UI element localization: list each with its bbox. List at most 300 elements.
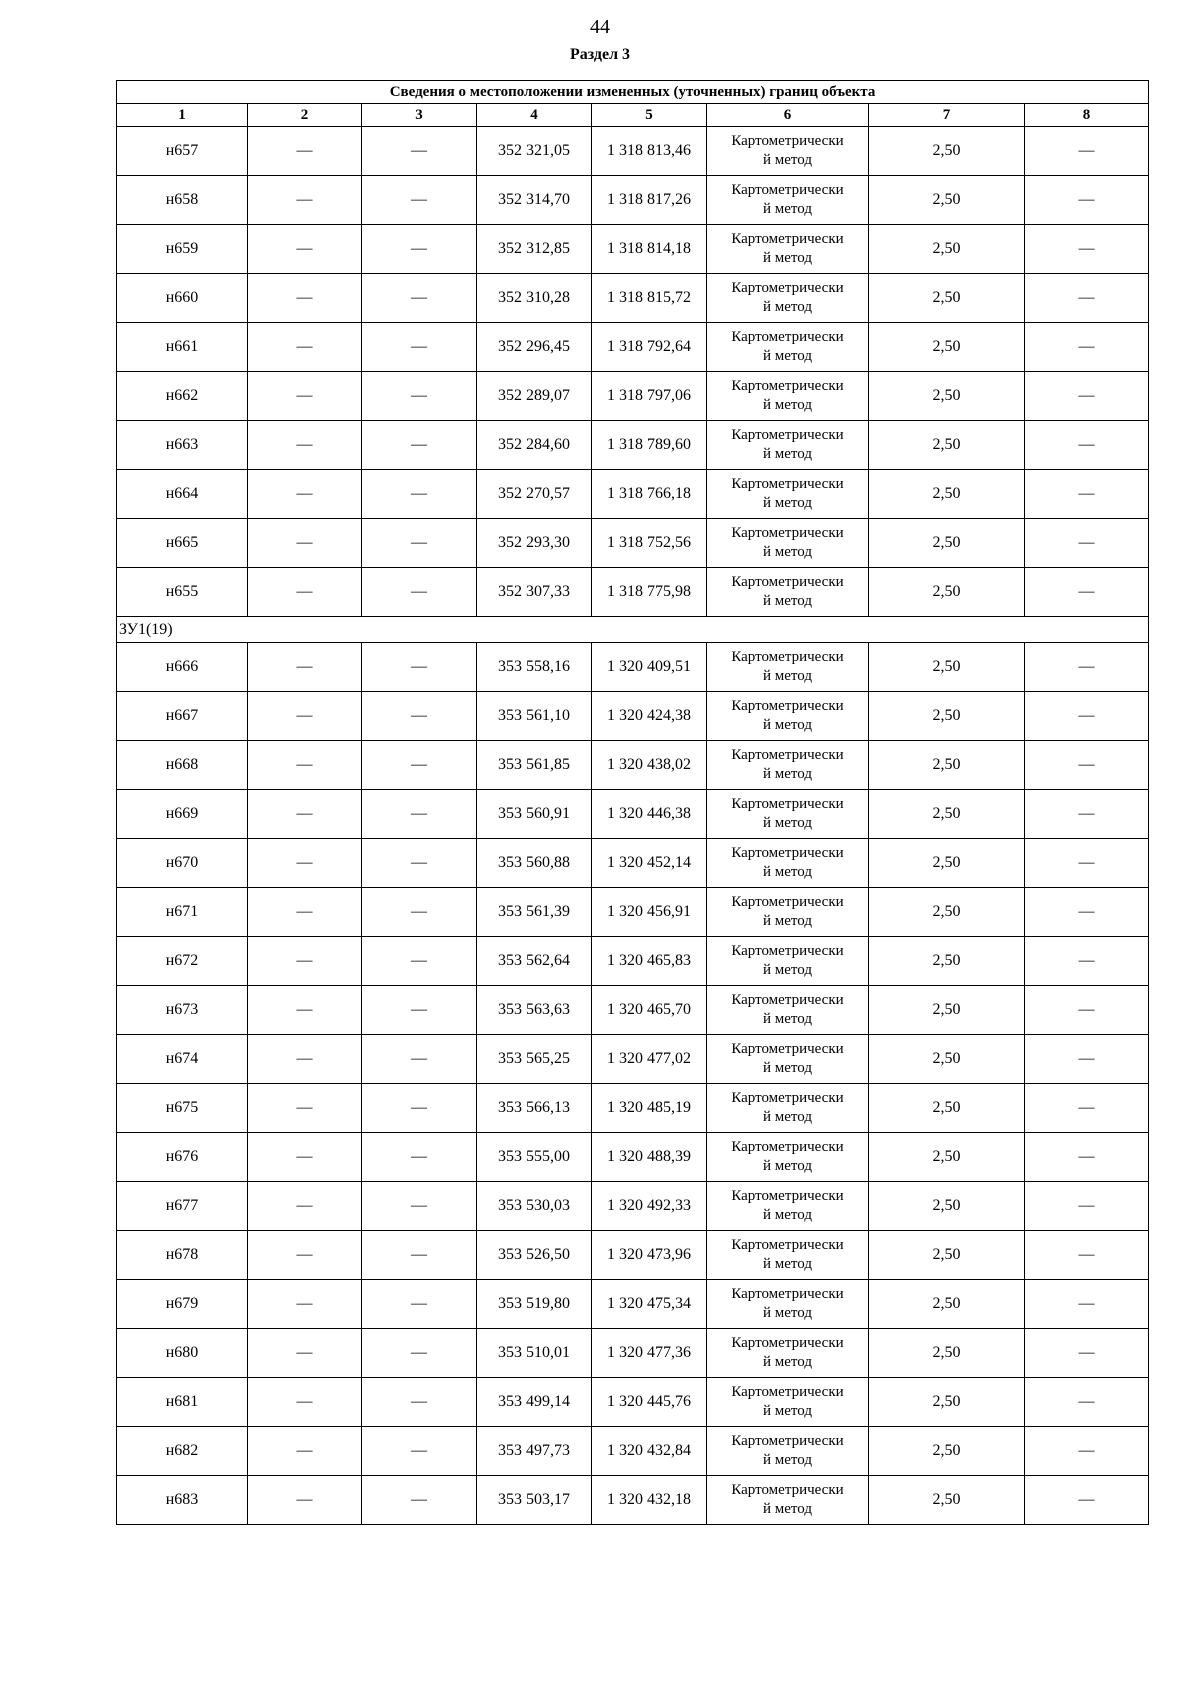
method-cell <box>707 1231 869 1280</box>
table-row <box>117 372 1149 421</box>
col3-cell: — <box>362 519 477 568</box>
col8-cell: — <box>1025 568 1149 617</box>
x-coordinate-cell: 352 307,33 <box>477 568 592 617</box>
x-coordinate-cell: 353 519,80 <box>477 1280 592 1329</box>
y-coordinate-cell: 1 318 766,18 <box>592 470 707 519</box>
point-id-cell: н675 <box>117 1084 248 1133</box>
col2-cell: — <box>248 986 362 1035</box>
method-cell <box>707 225 869 274</box>
point-id-cell: н659 <box>117 225 248 274</box>
col3-cell: — <box>362 372 477 421</box>
col3-cell: — <box>362 937 477 986</box>
point-id-cell: н670 <box>117 839 248 888</box>
table-row <box>117 1133 1149 1182</box>
method-line: й метод <box>763 1452 812 1468</box>
accuracy-cell: 2,50 <box>869 986 1025 1035</box>
table-row <box>117 1329 1149 1378</box>
table-row <box>117 470 1149 519</box>
col3-cell: — <box>362 1378 477 1427</box>
method-line: й метод <box>763 1011 812 1027</box>
y-coordinate-cell: 1 320 465,70 <box>592 986 707 1035</box>
method-cell <box>707 1476 869 1525</box>
method-line: Картометрически <box>731 1139 844 1155</box>
x-coordinate-cell: 352 314,70 <box>477 176 592 225</box>
method-line: й метод <box>763 397 812 413</box>
col3-cell: — <box>362 1035 477 1084</box>
y-coordinate-cell: 1 320 465,83 <box>592 937 707 986</box>
method-cell <box>707 568 869 617</box>
accuracy-cell: 2,50 <box>869 1035 1025 1084</box>
method-cell <box>707 1378 869 1427</box>
y-coordinate-cell: 1 320 438,02 <box>592 741 707 790</box>
col3-cell: — <box>362 692 477 741</box>
col3-cell: — <box>362 986 477 1035</box>
x-coordinate-cell: 352 310,28 <box>477 274 592 323</box>
point-id-cell: н666 <box>117 643 248 692</box>
table-row <box>117 1182 1149 1231</box>
x-coordinate-cell: 353 503,17 <box>477 1476 592 1525</box>
col3-cell: — <box>362 888 477 937</box>
table-row <box>117 888 1149 937</box>
col2-cell: — <box>248 1084 362 1133</box>
y-coordinate-cell: 1 320 432,84 <box>592 1427 707 1476</box>
point-id-cell: н682 <box>117 1427 248 1476</box>
method-line: Картометрически <box>731 747 844 763</box>
table-row <box>117 127 1149 176</box>
y-coordinate-cell: 1 318 775,98 <box>592 568 707 617</box>
point-id-cell: н680 <box>117 1329 248 1378</box>
x-coordinate-cell: 352 321,05 <box>477 127 592 176</box>
col2-cell: — <box>248 937 362 986</box>
method-line: Картометрически <box>731 182 844 198</box>
x-coordinate-cell: 353 558,16 <box>477 643 592 692</box>
table-row <box>117 937 1149 986</box>
col3-cell: — <box>362 225 477 274</box>
method-line: Картометрически <box>731 992 844 1008</box>
col2-cell: — <box>248 323 362 372</box>
col3-cell: — <box>362 323 477 372</box>
y-coordinate-cell: 1 318 789,60 <box>592 421 707 470</box>
accuracy-cell: 2,50 <box>869 421 1025 470</box>
method-line: Картометрически <box>731 1041 844 1057</box>
col8-cell: — <box>1025 790 1149 839</box>
method-line: й метод <box>763 668 812 684</box>
col8-cell: — <box>1025 1084 1149 1133</box>
method-cell <box>707 937 869 986</box>
accuracy-cell: 2,50 <box>869 372 1025 421</box>
method-cell <box>707 1133 869 1182</box>
method-line: й метод <box>763 152 812 168</box>
col2-cell: — <box>248 790 362 839</box>
accuracy-cell: 2,50 <box>869 470 1025 519</box>
col3-cell: — <box>362 741 477 790</box>
table-row <box>117 323 1149 372</box>
boundary-table <box>116 80 1149 1525</box>
method-line: й метод <box>763 1109 812 1125</box>
method-cell <box>707 790 869 839</box>
method-line: й метод <box>763 962 812 978</box>
col2-cell: — <box>248 470 362 519</box>
table-row <box>117 274 1149 323</box>
x-coordinate-cell: 352 293,30 <box>477 519 592 568</box>
col3-cell: — <box>362 274 477 323</box>
col8-cell: — <box>1025 741 1149 790</box>
col8-cell: — <box>1025 225 1149 274</box>
y-coordinate-cell: 1 318 797,06 <box>592 372 707 421</box>
column-header: 8 <box>1025 104 1149 127</box>
x-coordinate-cell: 353 566,13 <box>477 1084 592 1133</box>
column-header-row <box>117 104 1149 127</box>
table-row <box>117 1427 1149 1476</box>
x-coordinate-cell: 352 312,85 <box>477 225 592 274</box>
x-coordinate-cell: 353 561,10 <box>477 692 592 741</box>
table-row <box>117 1476 1149 1525</box>
point-id-cell: н672 <box>117 937 248 986</box>
method-cell <box>707 127 869 176</box>
method-line: Картометрически <box>731 1286 844 1302</box>
col8-cell: — <box>1025 888 1149 937</box>
col2-cell: — <box>248 1280 362 1329</box>
accuracy-cell: 2,50 <box>869 643 1025 692</box>
method-cell <box>707 1427 869 1476</box>
y-coordinate-cell: 1 320 473,96 <box>592 1231 707 1280</box>
accuracy-cell: 2,50 <box>869 1329 1025 1378</box>
table-row <box>117 225 1149 274</box>
col3-cell: — <box>362 1133 477 1182</box>
method-line: Картометрически <box>731 1188 844 1204</box>
col3-cell: — <box>362 1084 477 1133</box>
method-line: Картометрически <box>731 329 844 345</box>
table-row <box>117 790 1149 839</box>
point-id-cell: н661 <box>117 323 248 372</box>
method-line: й метод <box>763 1305 812 1321</box>
accuracy-cell: 2,50 <box>869 1280 1025 1329</box>
method-line: Картометрически <box>731 280 844 296</box>
method-line: Картометрически <box>731 894 844 910</box>
method-cell <box>707 372 869 421</box>
method-cell <box>707 1329 869 1378</box>
table-row <box>117 1231 1149 1280</box>
col2-cell: — <box>248 1378 362 1427</box>
method-cell <box>707 692 869 741</box>
accuracy-cell: 2,50 <box>869 323 1025 372</box>
method-line: Картометрически <box>731 231 844 247</box>
col2-cell: — <box>248 1329 362 1378</box>
accuracy-cell: 2,50 <box>869 127 1025 176</box>
y-coordinate-cell: 1 320 477,02 <box>592 1035 707 1084</box>
col8-cell: — <box>1025 421 1149 470</box>
col2-cell: — <box>248 1476 362 1525</box>
accuracy-cell: 2,50 <box>869 692 1025 741</box>
method-line: й метод <box>763 1060 812 1076</box>
accuracy-cell: 2,50 <box>869 225 1025 274</box>
col3-cell: — <box>362 643 477 692</box>
col2-cell: — <box>248 839 362 888</box>
x-coordinate-cell: 352 284,60 <box>477 421 592 470</box>
y-coordinate-cell: 1 318 752,56 <box>592 519 707 568</box>
method-line: й метод <box>763 1256 812 1272</box>
col2-cell: — <box>248 888 362 937</box>
table-row <box>117 1378 1149 1427</box>
accuracy-cell: 2,50 <box>869 176 1025 225</box>
y-coordinate-cell: 1 320 456,91 <box>592 888 707 937</box>
table-row <box>117 692 1149 741</box>
column-header: 7 <box>869 104 1025 127</box>
point-id-cell: н681 <box>117 1378 248 1427</box>
col8-cell: — <box>1025 519 1149 568</box>
method-cell <box>707 643 869 692</box>
point-id-cell: н667 <box>117 692 248 741</box>
method-line: Картометрически <box>731 427 844 443</box>
method-line: й метод <box>763 864 812 880</box>
method-cell <box>707 1084 869 1133</box>
y-coordinate-cell: 1 320 452,14 <box>592 839 707 888</box>
col2-cell: — <box>248 643 362 692</box>
accuracy-cell: 2,50 <box>869 888 1025 937</box>
y-coordinate-cell: 1 320 446,38 <box>592 790 707 839</box>
method-line: Картометрически <box>731 1090 844 1106</box>
col8-cell: — <box>1025 127 1149 176</box>
accuracy-cell: 2,50 <box>869 937 1025 986</box>
col8-cell: — <box>1025 1182 1149 1231</box>
column-header: 4 <box>477 104 592 127</box>
point-id-cell: н662 <box>117 372 248 421</box>
col8-cell: — <box>1025 986 1149 1035</box>
col8-cell: — <box>1025 839 1149 888</box>
method-line: Картометрически <box>731 698 844 714</box>
column-header: 3 <box>362 104 477 127</box>
y-coordinate-cell: 1 320 424,38 <box>592 692 707 741</box>
table-row <box>117 176 1149 225</box>
table-row <box>117 1035 1149 1084</box>
method-line: й метод <box>763 593 812 609</box>
method-line: й метод <box>763 299 812 315</box>
accuracy-cell: 2,50 <box>869 741 1025 790</box>
y-coordinate-cell: 1 318 817,26 <box>592 176 707 225</box>
y-coordinate-cell: 1 320 475,34 <box>592 1280 707 1329</box>
accuracy-cell: 2,50 <box>869 1231 1025 1280</box>
x-coordinate-cell: 353 562,64 <box>477 937 592 986</box>
method-line: й метод <box>763 348 812 364</box>
x-coordinate-cell: 353 499,14 <box>477 1378 592 1427</box>
column-header: 6 <box>707 104 869 127</box>
col2-cell: — <box>248 1182 362 1231</box>
col8-cell: — <box>1025 1378 1149 1427</box>
method-line: й метод <box>763 717 812 733</box>
point-id-cell: н655 <box>117 568 248 617</box>
y-coordinate-cell: 1 320 477,36 <box>592 1329 707 1378</box>
col3-cell: — <box>362 470 477 519</box>
x-coordinate-cell: 353 563,63 <box>477 986 592 1035</box>
method-cell <box>707 421 869 470</box>
accuracy-cell: 2,50 <box>869 1133 1025 1182</box>
method-cell <box>707 519 869 568</box>
method-cell <box>707 176 869 225</box>
col8-cell: — <box>1025 937 1149 986</box>
x-coordinate-cell: 353 565,25 <box>477 1035 592 1084</box>
point-id-cell: н683 <box>117 1476 248 1525</box>
x-coordinate-cell: 353 561,39 <box>477 888 592 937</box>
y-coordinate-cell: 1 320 409,51 <box>592 643 707 692</box>
col8-cell: — <box>1025 643 1149 692</box>
method-line: й метод <box>763 815 812 831</box>
method-line: й метод <box>763 766 812 782</box>
method-line: й метод <box>763 1158 812 1174</box>
point-id-cell: н663 <box>117 421 248 470</box>
method-line: й метод <box>763 446 812 462</box>
table-row <box>117 568 1149 617</box>
table-row <box>117 741 1149 790</box>
page-number: 44 <box>590 16 610 38</box>
col2-cell: — <box>248 1035 362 1084</box>
method-cell <box>707 274 869 323</box>
method-cell <box>707 1182 869 1231</box>
point-id-cell: н676 <box>117 1133 248 1182</box>
x-coordinate-cell: 352 270,57 <box>477 470 592 519</box>
method-cell <box>707 323 869 372</box>
method-cell <box>707 1035 869 1084</box>
x-coordinate-cell: 353 526,50 <box>477 1231 592 1280</box>
table-caption: Сведения о местоположении измененных (уточненных) границ объекта <box>117 81 1149 104</box>
y-coordinate-cell: 1 320 445,76 <box>592 1378 707 1427</box>
accuracy-cell: 2,50 <box>869 1427 1025 1476</box>
x-coordinate-cell: 353 510,01 <box>477 1329 592 1378</box>
column-header: 2 <box>248 104 362 127</box>
col3-cell: — <box>362 1427 477 1476</box>
col3-cell: — <box>362 421 477 470</box>
accuracy-cell: 2,50 <box>869 274 1025 323</box>
method-line: Картометрически <box>731 1482 844 1498</box>
y-coordinate-cell: 1 320 432,18 <box>592 1476 707 1525</box>
col2-cell: — <box>248 372 362 421</box>
point-id-cell: н665 <box>117 519 248 568</box>
col8-cell: — <box>1025 1035 1149 1084</box>
col3-cell: — <box>362 568 477 617</box>
col2-cell: — <box>248 1427 362 1476</box>
col8-cell: — <box>1025 323 1149 372</box>
column-header: 1 <box>117 104 248 127</box>
method-line: й метод <box>763 250 812 266</box>
col2-cell: — <box>248 225 362 274</box>
x-coordinate-cell: 353 530,03 <box>477 1182 592 1231</box>
x-coordinate-cell: 352 289,07 <box>477 372 592 421</box>
col2-cell: — <box>248 1133 362 1182</box>
point-id-cell: н677 <box>117 1182 248 1231</box>
accuracy-cell: 2,50 <box>869 1378 1025 1427</box>
point-id-cell: н678 <box>117 1231 248 1280</box>
y-coordinate-cell: 1 318 814,18 <box>592 225 707 274</box>
col3-cell: — <box>362 1329 477 1378</box>
method-line: й метод <box>763 1501 812 1517</box>
accuracy-cell: 2,50 <box>869 568 1025 617</box>
x-coordinate-cell: 353 561,85 <box>477 741 592 790</box>
point-id-cell: н658 <box>117 176 248 225</box>
point-id-cell: н679 <box>117 1280 248 1329</box>
col8-cell: — <box>1025 274 1149 323</box>
method-line: Картометрически <box>731 1433 844 1449</box>
y-coordinate-cell: 1 318 815,72 <box>592 274 707 323</box>
col8-cell: — <box>1025 1231 1149 1280</box>
col3-cell: — <box>362 176 477 225</box>
column-header: 5 <box>592 104 707 127</box>
x-coordinate-cell: 353 497,73 <box>477 1427 592 1476</box>
method-line: Картометрически <box>731 649 844 665</box>
y-coordinate-cell: 1 320 485,19 <box>592 1084 707 1133</box>
col8-cell: — <box>1025 1427 1149 1476</box>
accuracy-cell: 2,50 <box>869 519 1025 568</box>
col8-cell: — <box>1025 372 1149 421</box>
col3-cell: — <box>362 1476 477 1525</box>
method-line: Картометрически <box>731 525 844 541</box>
table-row <box>117 1084 1149 1133</box>
col8-cell: — <box>1025 1329 1149 1378</box>
col2-cell: — <box>248 741 362 790</box>
method-line: й метод <box>763 913 812 929</box>
method-line: Картометрически <box>731 574 844 590</box>
accuracy-cell: 2,50 <box>869 1476 1025 1525</box>
col8-cell: — <box>1025 176 1149 225</box>
y-coordinate-cell: 1 320 488,39 <box>592 1133 707 1182</box>
col2-cell: — <box>248 421 362 470</box>
col2-cell: — <box>248 568 362 617</box>
point-id-cell: н674 <box>117 1035 248 1084</box>
col3-cell: — <box>362 127 477 176</box>
method-cell <box>707 741 869 790</box>
group-label: ЗУ1(19) <box>117 617 1149 643</box>
col3-cell: — <box>362 839 477 888</box>
method-line: й метод <box>763 1207 812 1223</box>
method-line: Картометрически <box>731 378 844 394</box>
x-coordinate-cell: 353 560,91 <box>477 790 592 839</box>
method-line: Картометрически <box>731 796 844 812</box>
point-id-cell: н671 <box>117 888 248 937</box>
col3-cell: — <box>362 1280 477 1329</box>
method-line: й метод <box>763 201 812 217</box>
method-cell <box>707 839 869 888</box>
accuracy-cell: 2,50 <box>869 839 1025 888</box>
point-id-cell: н673 <box>117 986 248 1035</box>
accuracy-cell: 2,50 <box>869 1182 1025 1231</box>
method-line: Картометрически <box>731 845 844 861</box>
col3-cell: — <box>362 1231 477 1280</box>
col8-cell: — <box>1025 470 1149 519</box>
method-line: Картометрически <box>731 1237 844 1253</box>
point-id-cell: н657 <box>117 127 248 176</box>
point-id-cell: н664 <box>117 470 248 519</box>
col3-cell: — <box>362 1182 477 1231</box>
col8-cell: — <box>1025 1280 1149 1329</box>
method-cell <box>707 1280 869 1329</box>
accuracy-cell: 2,50 <box>869 790 1025 839</box>
x-coordinate-cell: 353 560,88 <box>477 839 592 888</box>
point-id-cell: н660 <box>117 274 248 323</box>
table-row <box>117 1280 1149 1329</box>
method-line: й метод <box>763 1403 812 1419</box>
table-row <box>117 839 1149 888</box>
table-row <box>117 643 1149 692</box>
x-coordinate-cell: 352 296,45 <box>477 323 592 372</box>
col3-cell: — <box>362 790 477 839</box>
method-line: й метод <box>763 495 812 511</box>
accuracy-cell: 2,50 <box>869 1084 1025 1133</box>
method-cell <box>707 470 869 519</box>
method-line: Картометрически <box>731 943 844 959</box>
point-id-cell: н668 <box>117 741 248 790</box>
table-row <box>117 986 1149 1035</box>
col2-cell: — <box>248 519 362 568</box>
method-line: Картометрически <box>731 1335 844 1351</box>
method-cell <box>707 986 869 1035</box>
